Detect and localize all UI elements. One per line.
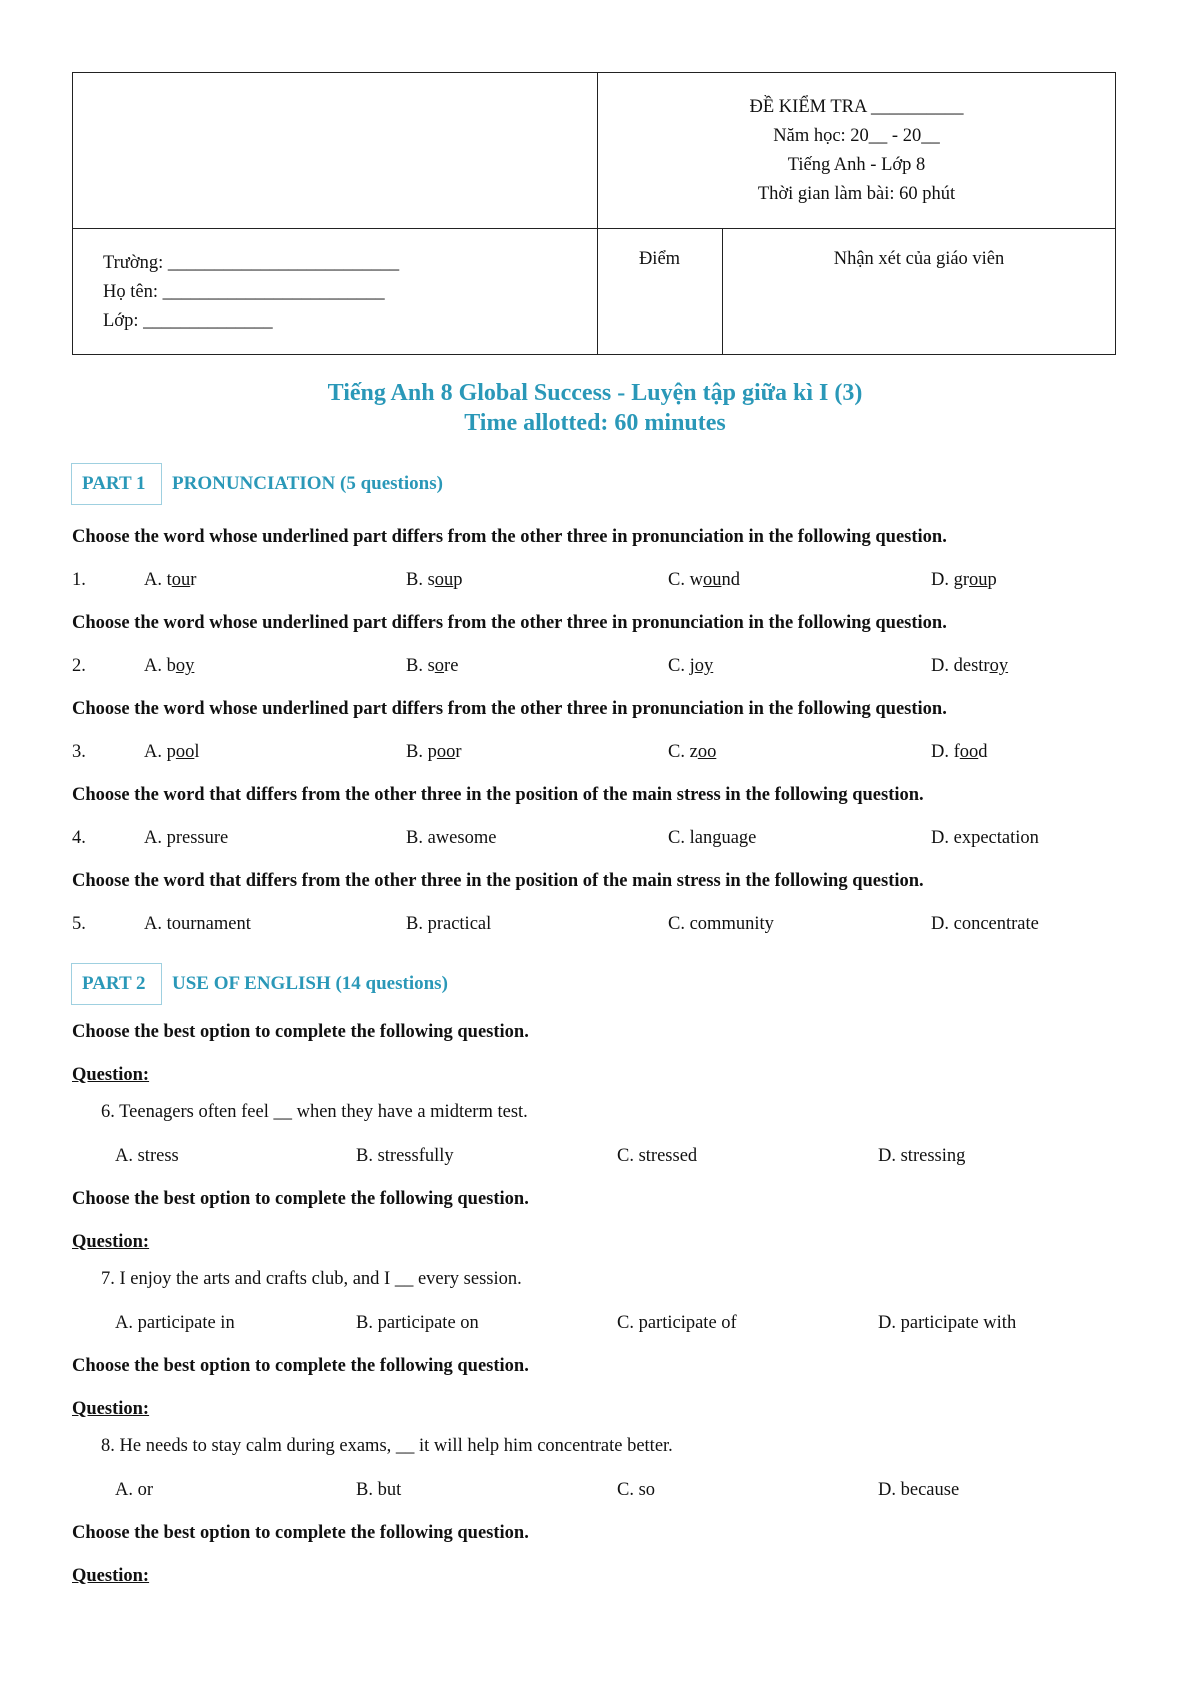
underlined-part: oo <box>959 742 979 762</box>
underlined-part: ou <box>171 570 191 590</box>
underlined-part: oy <box>694 656 714 676</box>
answer-option[interactable]: A. boy <box>144 656 195 676</box>
answer-option[interactable]: D. stressing <box>878 1146 966 1166</box>
question-instruction: Choose the word that differs from the other three in the position of the main stress in the following question. <box>72 785 924 805</box>
answer-option[interactable]: B. soup <box>406 570 463 590</box>
answer-option[interactable]: C. community <box>668 914 774 934</box>
score-divider <box>722 228 723 355</box>
answer-option[interactable]: D. food <box>931 742 988 762</box>
answer-option[interactable]: A. tournament <box>144 914 251 934</box>
answer-option[interactable]: D. concentrate <box>931 914 1039 934</box>
exam-title: ĐỀ KIỂM TRA __________ <box>749 97 964 117</box>
answer-option[interactable]: D. group <box>931 570 997 590</box>
question-stem: 7. I enjoy the arts and crafts club, and I __ every session. <box>101 1269 522 1289</box>
question-label: Question: <box>72 1399 150 1419</box>
time-allotted: Time allotted: 60 minutes <box>464 410 726 436</box>
part1-label: PART 1 <box>82 473 146 494</box>
answer-option[interactable]: A. tour <box>144 570 197 590</box>
answer-option[interactable]: B. practical <box>406 914 492 934</box>
question-instruction: Choose the word whose underlined part differs from the other three in pronunciation in the following question. <box>72 699 947 719</box>
underlined-part: oy <box>989 656 1009 676</box>
question-number: 1. <box>72 570 86 590</box>
answer-option[interactable]: C. wound <box>668 570 740 590</box>
class-field[interactable]: Lớp: ______________ <box>103 311 273 331</box>
answer-option[interactable]: C. zoo <box>668 742 717 762</box>
answer-option[interactable]: A. pressure <box>144 828 229 848</box>
answer-option[interactable]: C. stressed <box>617 1146 698 1166</box>
answer-option[interactable]: A. stress <box>115 1146 179 1166</box>
answer-option[interactable]: A. participate in <box>115 1313 235 1333</box>
answer-option[interactable]: C. participate of <box>617 1313 737 1333</box>
question-label: Question: <box>72 1232 150 1252</box>
student-info <box>103 249 399 336</box>
answer-option[interactable]: B. poor <box>406 742 462 762</box>
answer-option[interactable]: B. participate on <box>356 1313 479 1333</box>
answer-option[interactable]: B. but <box>356 1480 402 1500</box>
answer-option[interactable]: D. because <box>878 1480 960 1500</box>
underlined-part: oo <box>436 742 456 762</box>
question-label: Question: <box>72 1065 150 1085</box>
question-stem: 6. Teenagers often feel __ when they have a midterm test. <box>101 1102 528 1122</box>
underlined-part: ou <box>969 570 988 590</box>
answer-option[interactable]: C. language <box>668 828 757 848</box>
duration: Thời gian làm bài: 60 phút <box>757 184 956 204</box>
question-instruction: Choose the word whose underlined part differs from the other three in pronunciation in the following question. <box>72 613 947 633</box>
underlined-part: oo <box>175 742 195 762</box>
question-instruction: Choose the word that differs from the other three in the position of the main stress in the following question. <box>72 871 924 891</box>
exam-info <box>597 93 1116 209</box>
question-number: 2. <box>72 656 86 676</box>
underlined-part: oo <box>697 742 717 762</box>
question-instruction: Choose the word whose underlined part differs from the other three in pronunciation in the following question. <box>72 527 947 547</box>
answer-option[interactable]: A. or <box>115 1480 154 1500</box>
underlined-part: ou <box>702 570 722 590</box>
subject: Tiếng Anh - Lớp 8 <box>787 155 926 175</box>
answer-option[interactable]: D. participate with <box>878 1313 1017 1333</box>
answer-option[interactable]: D. expectation <box>931 828 1039 848</box>
question-number: 3. <box>72 742 86 762</box>
answer-option[interactable]: B. sore <box>406 656 459 676</box>
answer-option[interactable]: B. awesome <box>406 828 497 848</box>
question-instruction: Choose the best option to complete the following question. <box>72 1523 529 1543</box>
answer-option[interactable]: C. joy <box>668 656 714 676</box>
header-row-divider <box>72 228 1116 229</box>
question-number: 5. <box>72 914 86 934</box>
underlined-part: ou <box>434 570 454 590</box>
teacher-comment-label: Nhận xét của giáo viên <box>833 249 1005 269</box>
answer-option[interactable]: B. stressfully <box>356 1146 454 1166</box>
score-label: Điểm <box>638 249 681 269</box>
part2-title: USE OF ENGLISH (14 questions) <box>172 973 448 994</box>
part2-label: PART 2 <box>82 973 146 994</box>
answer-option[interactable]: C. so <box>617 1480 656 1500</box>
question-instruction: Choose the best option to complete the following question. <box>72 1356 529 1376</box>
page-title: Tiếng Anh 8 Global Success - Luyện tập giữa kì I (3) <box>327 380 863 406</box>
question-instruction: Choose the best option to complete the following question. <box>72 1189 529 1209</box>
underlined-part: oy <box>175 656 195 676</box>
question-label: Question: <box>72 1566 150 1586</box>
question-stem: 8. He needs to stay calm during exams, __ it will help him concentrate better. <box>101 1436 673 1456</box>
school-year: Năm học: 20__ - 20__ <box>773 126 940 146</box>
question-number: 4. <box>72 828 86 848</box>
school-field[interactable]: Trường: _________________________ <box>103 253 400 273</box>
question-instruction: Choose the best option to complete the following question. <box>72 1022 529 1042</box>
underlined-part: o <box>434 656 445 676</box>
name-field[interactable]: Họ tên: ________________________ <box>103 282 385 302</box>
part1-title: PRONUNCIATION (5 questions) <box>172 473 443 494</box>
answer-option[interactable]: A. pool <box>144 742 200 762</box>
answer-option[interactable]: D. destroy <box>931 656 1009 676</box>
